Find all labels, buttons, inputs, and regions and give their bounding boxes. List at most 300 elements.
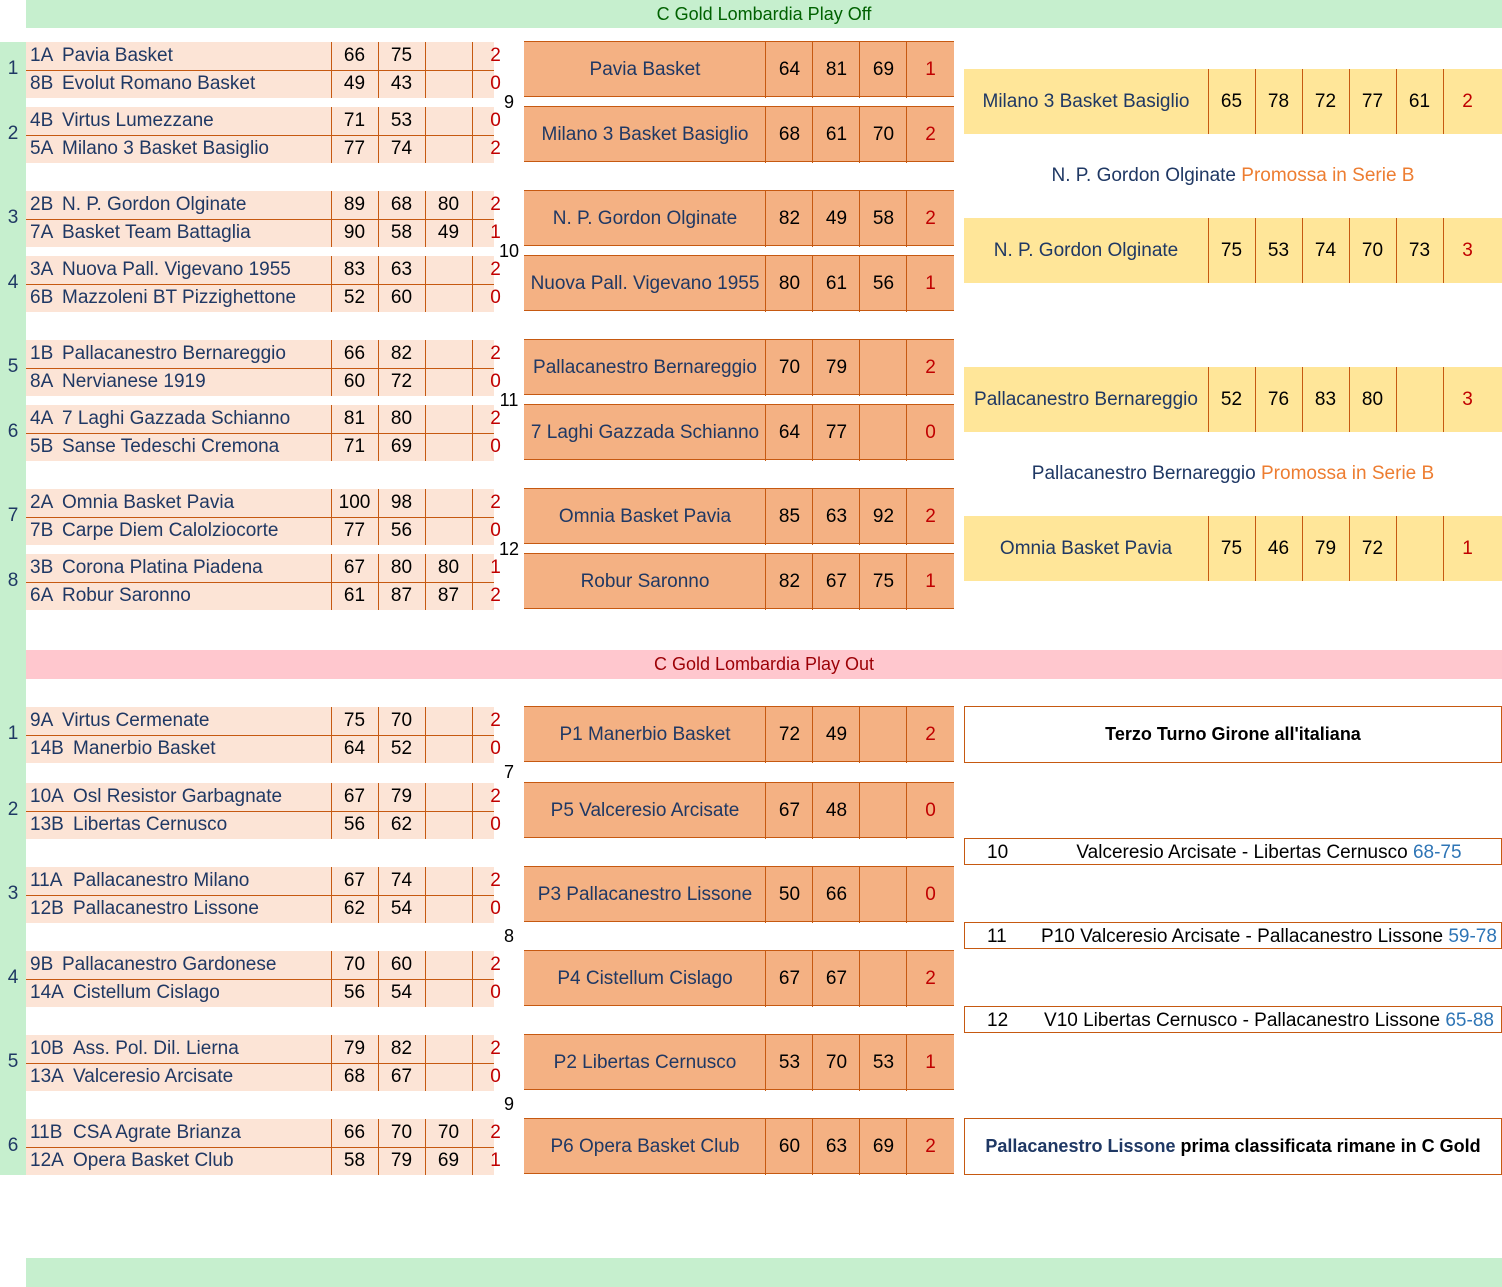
- playoff-series-row: [26, 256, 501, 285]
- team-name: Pallacanestro Bernareggio: [533, 357, 757, 378]
- cell-divider: [812, 42, 813, 98]
- cell-divider: [378, 707, 379, 763]
- seed-label: 2B: [30, 194, 54, 215]
- team-name: Pallacanestro Milano: [73, 870, 250, 891]
- cell-divider: [331, 707, 332, 763]
- cell-divider: [859, 783, 860, 839]
- promoted-team: Pallacanestro Bernareggio: [1031, 463, 1256, 484]
- cell-divider: [425, 489, 426, 545]
- game-score: 79: [825, 357, 848, 378]
- playout-series-row: [26, 783, 501, 812]
- team-name: Virtus Cermenate: [62, 710, 210, 731]
- cell-divider: [1443, 69, 1444, 134]
- playoff-series-row: [26, 340, 501, 369]
- team-name: Nuova Pall. Vigevano 1955: [530, 273, 760, 294]
- team-name: Milano 3 Basket Basiglio: [982, 91, 1190, 112]
- playoff-series-2: [26, 107, 501, 163]
- playout-series-row: [26, 979, 501, 1007]
- series-result: 0: [490, 73, 501, 94]
- playoff-series-row: [26, 284, 501, 312]
- series-result: 2: [925, 124, 936, 145]
- game-score: 75: [872, 571, 895, 592]
- seed-label: 13B: [30, 814, 64, 835]
- cell-divider: [425, 405, 426, 461]
- cell-divider: [1208, 367, 1209, 432]
- cell-divider: [425, 783, 426, 839]
- game-score: 68: [778, 124, 801, 145]
- playout-series-2: [26, 783, 501, 839]
- game-score: 70: [825, 1052, 848, 1073]
- game-score: 49: [343, 73, 366, 94]
- team-name: Omnia Basket Pavia: [62, 492, 235, 513]
- game-score: 80: [778, 273, 801, 294]
- team-name: Ass. Pol. Dil. Lierna: [73, 1038, 239, 1059]
- cell-divider: [812, 951, 813, 1007]
- team-name: Sanse Tedeschi Cremona: [62, 436, 280, 457]
- seed-label: 14B: [30, 738, 64, 759]
- game-score: 87: [390, 585, 413, 606]
- cell-divider: [859, 489, 860, 545]
- game-score: 79: [390, 786, 413, 807]
- cell-divider: [472, 489, 473, 545]
- playout-semifinal-3: [524, 866, 954, 922]
- cell-divider: [378, 951, 379, 1007]
- game-score: 75: [343, 710, 366, 731]
- playoff-final-2: [964, 218, 1502, 283]
- team-name: Milano 3 Basket Basiglio: [541, 124, 749, 145]
- cell-divider: [425, 1035, 426, 1091]
- cell-divider: [472, 256, 473, 312]
- game-score: 66: [343, 343, 366, 364]
- cell-divider: [906, 340, 907, 396]
- series-result: 1: [1462, 538, 1473, 559]
- cell-divider: [859, 191, 860, 247]
- seed-label: 12B: [30, 898, 64, 919]
- game-score: 60: [343, 371, 366, 392]
- team-name: Carpe Diem Calolziocorte: [62, 520, 279, 541]
- round-number: 1: [7, 723, 19, 744]
- game-score: 70: [390, 1122, 413, 1143]
- playout-series-row: [26, 951, 501, 980]
- series-result: 0: [490, 110, 501, 131]
- cell-divider: [765, 707, 766, 763]
- team-name: N. P. Gordon Olginate: [993, 240, 1179, 261]
- game-number: 12: [498, 539, 520, 559]
- game-score: 54: [390, 982, 413, 1003]
- cell-divider: [472, 340, 473, 396]
- round-number: 3: [7, 883, 19, 904]
- playoff-series-6: [26, 405, 501, 461]
- cell-divider: [765, 340, 766, 396]
- team-name: Mazzoleni BT Pizzighettone: [62, 287, 297, 308]
- game-score: 79: [343, 1038, 366, 1059]
- playoff-series-row: [26, 368, 501, 396]
- cell-divider: [859, 554, 860, 610]
- seed-label: 4B: [30, 110, 54, 131]
- cell-divider: [906, 554, 907, 610]
- cell-divider: [425, 191, 426, 247]
- playoff-semifinal-7: [524, 488, 954, 544]
- cell-divider: [331, 783, 332, 839]
- game-score: 62: [343, 898, 366, 919]
- playout-series-row: [26, 1035, 501, 1064]
- cell-divider: [859, 1119, 860, 1175]
- seed-label: 1B: [30, 343, 54, 364]
- game-score: 56: [390, 520, 413, 541]
- game-score: 98: [390, 492, 413, 513]
- cell-divider: [472, 42, 473, 98]
- match-score: 59-78: [1448, 926, 1497, 947]
- third-round-match: [964, 1006, 1502, 1033]
- game-score: 68: [343, 1066, 366, 1087]
- seed-label: 2A: [30, 492, 54, 513]
- playoff-series-row: [26, 405, 501, 434]
- game-score: 80: [390, 557, 413, 578]
- game-score: 69: [437, 1150, 460, 1171]
- game-score: 64: [778, 59, 801, 80]
- match-number: 11: [987, 926, 1007, 947]
- cell-divider: [425, 554, 426, 610]
- game-score: 82: [778, 571, 801, 592]
- game-score: 90: [343, 222, 366, 243]
- cell-divider: [472, 951, 473, 1007]
- game-score: 80: [437, 557, 460, 578]
- cell-divider: [331, 1119, 332, 1175]
- cell-divider: [331, 191, 332, 247]
- cell-divider: [812, 191, 813, 247]
- series-result: 0: [490, 738, 501, 759]
- series-result: 0: [490, 982, 501, 1003]
- seed-label: 9B: [30, 954, 54, 975]
- playoff-semifinal-6: [524, 404, 954, 460]
- playout-series-row: [26, 895, 501, 923]
- series-result: 2: [490, 259, 501, 280]
- team-name: 7 Laghi Gazzada Schianno: [62, 408, 291, 429]
- cell-divider: [425, 256, 426, 312]
- game-score: 77: [343, 138, 366, 159]
- playoff-series-row: [26, 135, 501, 163]
- cell-divider: [1349, 69, 1350, 134]
- game-score: 70: [343, 954, 366, 975]
- team-name: Valceresio Arcisate: [73, 1066, 234, 1087]
- cell-divider: [1302, 69, 1303, 134]
- game-score: 82: [778, 208, 801, 229]
- cell-divider: [331, 951, 332, 1007]
- seed-label: 12A: [30, 1150, 64, 1171]
- playoff-series-row: [26, 107, 501, 136]
- cell-divider: [1443, 516, 1444, 581]
- game-score: 74: [390, 870, 413, 891]
- match-teams: V10 Libertas Cernusco - Pallacanestro Lissone: [1044, 1010, 1441, 1031]
- cell-divider: [812, 1035, 813, 1091]
- team-name: Cistellum Cislago: [73, 982, 220, 1003]
- cell-divider: [859, 42, 860, 98]
- team-name: Basket Team Battaglia: [62, 222, 251, 243]
- series-result: 1: [490, 222, 501, 243]
- team-name: Nuova Pall. Vigevano 1955: [62, 259, 291, 280]
- cell-divider: [1255, 218, 1256, 283]
- round-number: 6: [7, 421, 19, 442]
- playout-series-6: [26, 1119, 501, 1175]
- series-result: 2: [925, 357, 936, 378]
- team-name: Pallacanestro Lissone: [73, 898, 259, 919]
- team-name: P2 Libertas Cernusco: [553, 1052, 737, 1073]
- cell-divider: [812, 554, 813, 610]
- game-score: 79: [390, 1150, 413, 1171]
- playout-series-row: [26, 707, 501, 736]
- game-number: 8: [503, 926, 514, 946]
- round-number: 4: [7, 272, 19, 293]
- cell-divider: [765, 783, 766, 839]
- cell-divider: [765, 107, 766, 163]
- game-score: 66: [343, 45, 366, 66]
- cell-divider: [378, 554, 379, 610]
- game-score: 74: [390, 138, 413, 159]
- cell-divider: [378, 1119, 379, 1175]
- game-score: 67: [343, 557, 366, 578]
- seed-label: 11B: [30, 1122, 63, 1143]
- game-score: 63: [825, 1136, 848, 1157]
- game-score: 49: [437, 222, 460, 243]
- round-number: 5: [7, 356, 19, 377]
- promotion-note: [964, 165, 1502, 187]
- promotion-text: Promossa in Serie B: [1261, 463, 1435, 484]
- cell-divider: [331, 340, 332, 396]
- game-score: 52: [1220, 389, 1243, 410]
- playoff-semifinal-5: [524, 339, 954, 395]
- series-result: 2: [1462, 91, 1473, 112]
- game-score: 72: [1361, 538, 1384, 559]
- playout-series-row: [26, 1119, 501, 1148]
- cell-divider: [472, 707, 473, 763]
- cell-divider: [859, 951, 860, 1007]
- cell-divider: [906, 707, 907, 763]
- cell-divider: [1443, 218, 1444, 283]
- playout-semifinal-5: [524, 1034, 954, 1090]
- round-number: 6: [7, 1135, 19, 1156]
- cell-divider: [906, 489, 907, 545]
- series-result: 2: [490, 492, 501, 513]
- series-result: 1: [490, 557, 501, 578]
- series-result: 2: [490, 343, 501, 364]
- play-out-title: C Gold Lombardia Play Out: [26, 650, 1502, 679]
- team-name: Virtus Lumezzane: [62, 110, 214, 131]
- game-score: 82: [390, 343, 413, 364]
- cell-divider: [859, 107, 860, 163]
- game-number: 9: [503, 1094, 514, 1114]
- cell-divider: [425, 951, 426, 1007]
- final-result-note: [964, 1118, 1502, 1175]
- playout-semifinal-1: [524, 706, 954, 762]
- seed-label: 10B: [30, 1038, 64, 1059]
- seed-label: 8B: [30, 73, 54, 94]
- cell-divider: [425, 867, 426, 923]
- seed-label: 9A: [30, 710, 54, 731]
- cell-divider: [859, 707, 860, 763]
- game-score: 92: [872, 506, 895, 527]
- game-score: 82: [390, 1038, 413, 1059]
- playout-series-row: [26, 867, 501, 896]
- cell-divider: [472, 405, 473, 461]
- team-name: Osl Resistor Garbagnate: [73, 786, 283, 807]
- series-result: 1: [925, 273, 936, 294]
- final-team: Pallacanestro Lissone: [985, 1136, 1176, 1156]
- playoff-semifinal-3: [524, 190, 954, 246]
- cell-divider: [812, 256, 813, 312]
- round-number: 2: [7, 799, 19, 820]
- cell-divider: [906, 1035, 907, 1091]
- cell-divider: [812, 867, 813, 923]
- cell-divider: [378, 191, 379, 247]
- cell-divider: [906, 191, 907, 247]
- cell-divider: [1302, 367, 1303, 432]
- game-score: 81: [343, 408, 366, 429]
- playoff-series-8: [26, 554, 501, 610]
- cell-divider: [472, 107, 473, 163]
- cell-divider: [1208, 516, 1209, 581]
- game-score: 53: [1267, 240, 1290, 261]
- playout-series-row: [26, 1147, 501, 1175]
- playoff-semifinal-8: [524, 553, 954, 609]
- team-name: Pavia Basket: [589, 59, 701, 80]
- game-score: 60: [390, 287, 413, 308]
- cell-divider: [1302, 218, 1303, 283]
- game-score: 83: [1314, 389, 1337, 410]
- series-result: 2: [490, 870, 501, 891]
- playout-series-3: [26, 867, 501, 923]
- series-result: 0: [490, 898, 501, 919]
- playout-series-1: [26, 707, 501, 763]
- playout-semifinal-6: [524, 1118, 954, 1174]
- series-result: 3: [1462, 389, 1473, 410]
- cell-divider: [1349, 218, 1350, 283]
- playoff-semifinal-2: [524, 106, 954, 162]
- cell-divider: [812, 405, 813, 461]
- game-score: 49: [825, 724, 848, 745]
- game-score: 89: [343, 194, 366, 215]
- game-score: 70: [437, 1122, 460, 1143]
- bottom-band: [26, 1258, 1502, 1287]
- game-score: 66: [343, 1122, 366, 1143]
- series-result: 1: [925, 1052, 936, 1073]
- game-score: 76: [1267, 389, 1290, 410]
- game-score: 67: [390, 1066, 413, 1087]
- series-result: 1: [925, 571, 936, 592]
- cell-divider: [1396, 218, 1397, 283]
- cell-divider: [378, 256, 379, 312]
- game-score: 52: [343, 287, 366, 308]
- cell-divider: [765, 405, 766, 461]
- game-score: 67: [778, 800, 801, 821]
- round-number: 1: [7, 58, 19, 79]
- game-score: 69: [872, 1136, 895, 1157]
- seed-label: 5B: [30, 436, 54, 457]
- team-name: Pallacanestro Bernareggio: [974, 389, 1198, 410]
- playoff-series-row: [26, 191, 501, 220]
- cell-divider: [765, 554, 766, 610]
- cell-divider: [331, 405, 332, 461]
- game-score: 58: [343, 1150, 366, 1171]
- seed-label: 1A: [30, 45, 54, 66]
- playout-semifinal-4: [524, 950, 954, 1006]
- cell-divider: [472, 1035, 473, 1091]
- cell-divider: [331, 256, 332, 312]
- game-score: 68: [390, 194, 413, 215]
- playout-series-row: [26, 811, 501, 839]
- playoff-series-row: [26, 42, 501, 71]
- cell-divider: [906, 783, 907, 839]
- game-score: 77: [825, 422, 848, 443]
- round-number: 2: [7, 123, 19, 144]
- cell-divider: [906, 256, 907, 312]
- cell-divider: [906, 42, 907, 98]
- cell-divider: [812, 340, 813, 396]
- game-score: 81: [825, 59, 848, 80]
- playoff-final-3: [964, 367, 1502, 432]
- game-score: 75: [1220, 538, 1243, 559]
- game-score: 100: [338, 492, 371, 513]
- cell-divider: [812, 1119, 813, 1175]
- cell-divider: [906, 107, 907, 163]
- series-result: 2: [925, 724, 936, 745]
- cell-divider: [812, 107, 813, 163]
- cell-divider: [812, 489, 813, 545]
- game-score: 77: [1361, 91, 1384, 112]
- game-score: 75: [1220, 240, 1243, 261]
- game-score: 54: [390, 898, 413, 919]
- team-name: Milano 3 Basket Basiglio: [62, 138, 269, 159]
- cell-divider: [906, 867, 907, 923]
- game-score: 58: [872, 208, 895, 229]
- cell-divider: [1349, 367, 1350, 432]
- series-result: 0: [925, 422, 936, 443]
- series-result: 0: [490, 287, 501, 308]
- cell-divider: [1208, 218, 1209, 283]
- series-result: 2: [490, 786, 501, 807]
- cell-divider: [765, 42, 766, 98]
- series-result: 0: [490, 1066, 501, 1087]
- promoted-team: N. P. Gordon Olginate: [1051, 165, 1236, 186]
- playoff-series-1: [26, 42, 501, 98]
- game-score: 60: [778, 1136, 801, 1157]
- cell-divider: [378, 867, 379, 923]
- game-score: 53: [390, 110, 413, 131]
- cell-divider: [472, 191, 473, 247]
- seed-label: 5A: [30, 138, 54, 159]
- game-score: 43: [390, 73, 413, 94]
- series-result: 2: [925, 968, 936, 989]
- playoff-final-1: [964, 69, 1502, 134]
- game-score: 67: [778, 968, 801, 989]
- series-result: 0: [490, 436, 501, 457]
- game-score: 85: [778, 506, 801, 527]
- game-score: 75: [390, 45, 413, 66]
- team-name: Pavia Basket: [62, 45, 173, 66]
- cell-divider: [1208, 69, 1209, 134]
- cell-divider: [859, 405, 860, 461]
- cell-divider: [1443, 367, 1444, 432]
- cell-divider: [378, 405, 379, 461]
- team-name: Robur Saronno: [62, 585, 191, 606]
- team-name: N. P. Gordon Olginate: [552, 208, 738, 229]
- series-result: 2: [490, 1038, 501, 1059]
- game-score: 71: [343, 110, 366, 131]
- game-score: 80: [390, 408, 413, 429]
- seed-label: 11A: [30, 870, 63, 891]
- game-score: 56: [343, 982, 366, 1003]
- cell-divider: [765, 867, 766, 923]
- playoff-semifinal-4: [524, 255, 954, 311]
